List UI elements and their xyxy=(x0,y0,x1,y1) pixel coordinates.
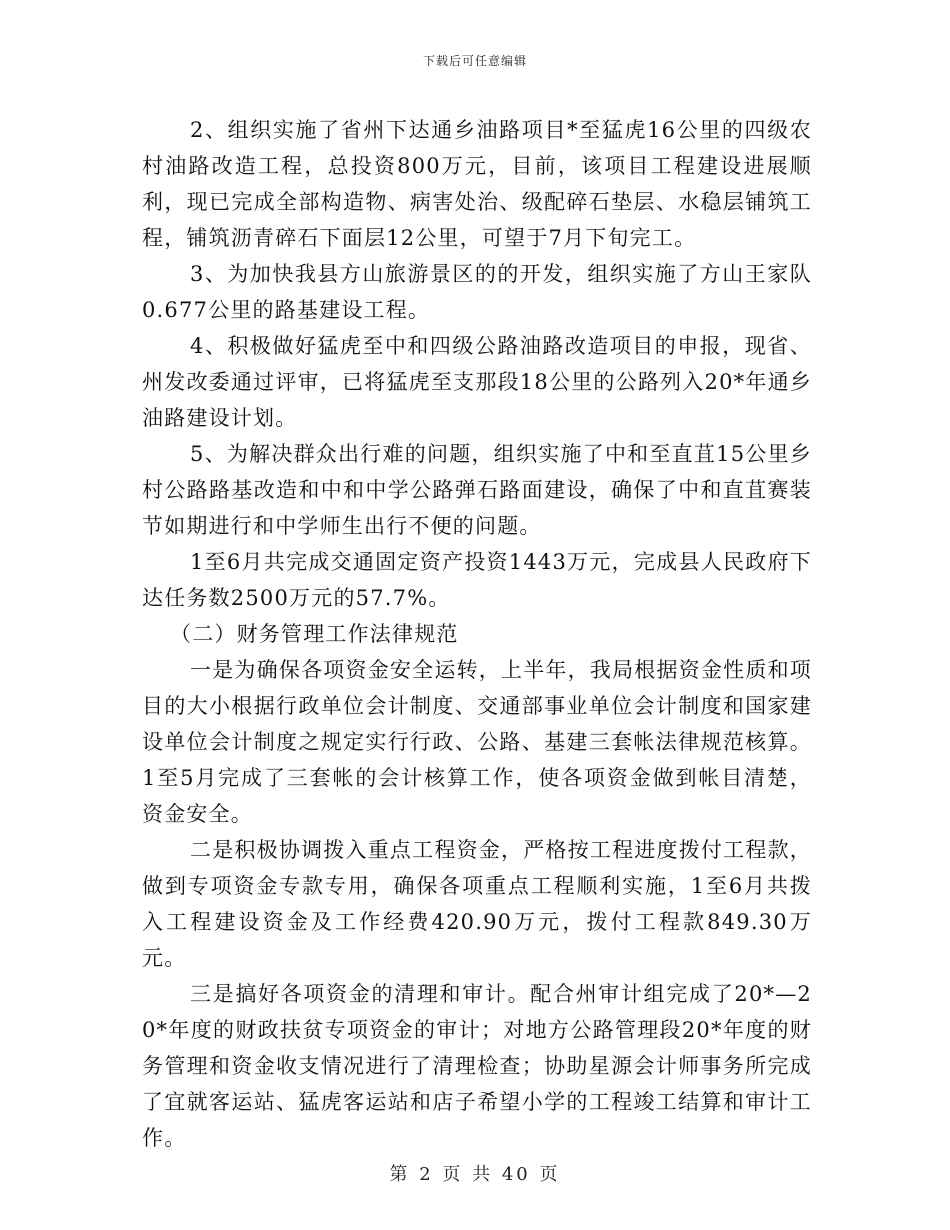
paragraph-summary: 1至6月共完成交通固定资产投资1443万元，完成县人民政府下达任务数2500万元的57.7%。 xyxy=(142,550,812,610)
document-body xyxy=(142,112,812,1156)
page-footer: 第 2 页 共 40 页 xyxy=(389,1164,561,1185)
paragraph-finance-2: 二是积极协调拨入重点工程资金，严格按工程进度拨付工程款，做到专项资金专款专用，确保各项重点工程顺利实施，1至6月共拨入工程建设资金及工作经费420.90万元，拨付工程款849.30万元。 xyxy=(142,838,812,970)
section-heading: （二）财务管理工作法律规范 xyxy=(170,622,459,646)
paragraph-finance-1: 一是为确保各项资金安全运转，上半年，我局根据资金性质和项目的大小根据行政单位会计制度、交通部事业单位会计制度和国家建设单位会计制度之规定实行行政、公路、基建三套帐法律规范核算。1至5月完成了三套帐的会计核算工作，使各项资金做到帐目清楚，资金安全。 xyxy=(142,658,812,826)
paragraph-item-2: 2、组织实施了省州下达通乡油路项目*至猛虎16公里的四级农村油路改造工程，总投资800万元，目前，该项目工程建设进展顺利，现已完成全部构造物、病害处治、级配碎石垫层、水稳层铺筑工程，铺筑沥青碎石下面层12公里，可望于7月下旬完工。 xyxy=(142,118,812,250)
paragraph-item-5: 5、为解决群众出行难的问题，组织实施了中和至直苴15公里乡村公路路基改造和中和中学公路弹石路面建设，确保了中和直苴赛装节如期进行和中学师生出行不便的问题。 xyxy=(142,442,812,538)
paragraph-item-3: 3、为加快我县方山旅游景区的的开发，组织实施了方山王家队0.677公里的路基建设工程。 xyxy=(142,262,812,322)
paragraph-finance-3: 三是搞好各项资金的清理和审计。配合州审计组完成了20*—20*年度的财政扶贫专项资金的审计；对地方公路管理段20*年度的财务管理和资金收支情况进行了清理检查；协助星源会计师事务所完成了宜就客运站、猛虎客运站和店子希望小学的工程竣工结算和审计工作。 xyxy=(142,982,812,1150)
paragraph-item-4: 4、积极做好猛虎至中和四级公路油路改造项目的申报，现省、州发改委通过评审，已将猛虎至支那段18公里的公路列入20*年通乡油路建设计划。 xyxy=(142,334,812,430)
page-header: 下载后可任意编辑 xyxy=(422,54,527,68)
